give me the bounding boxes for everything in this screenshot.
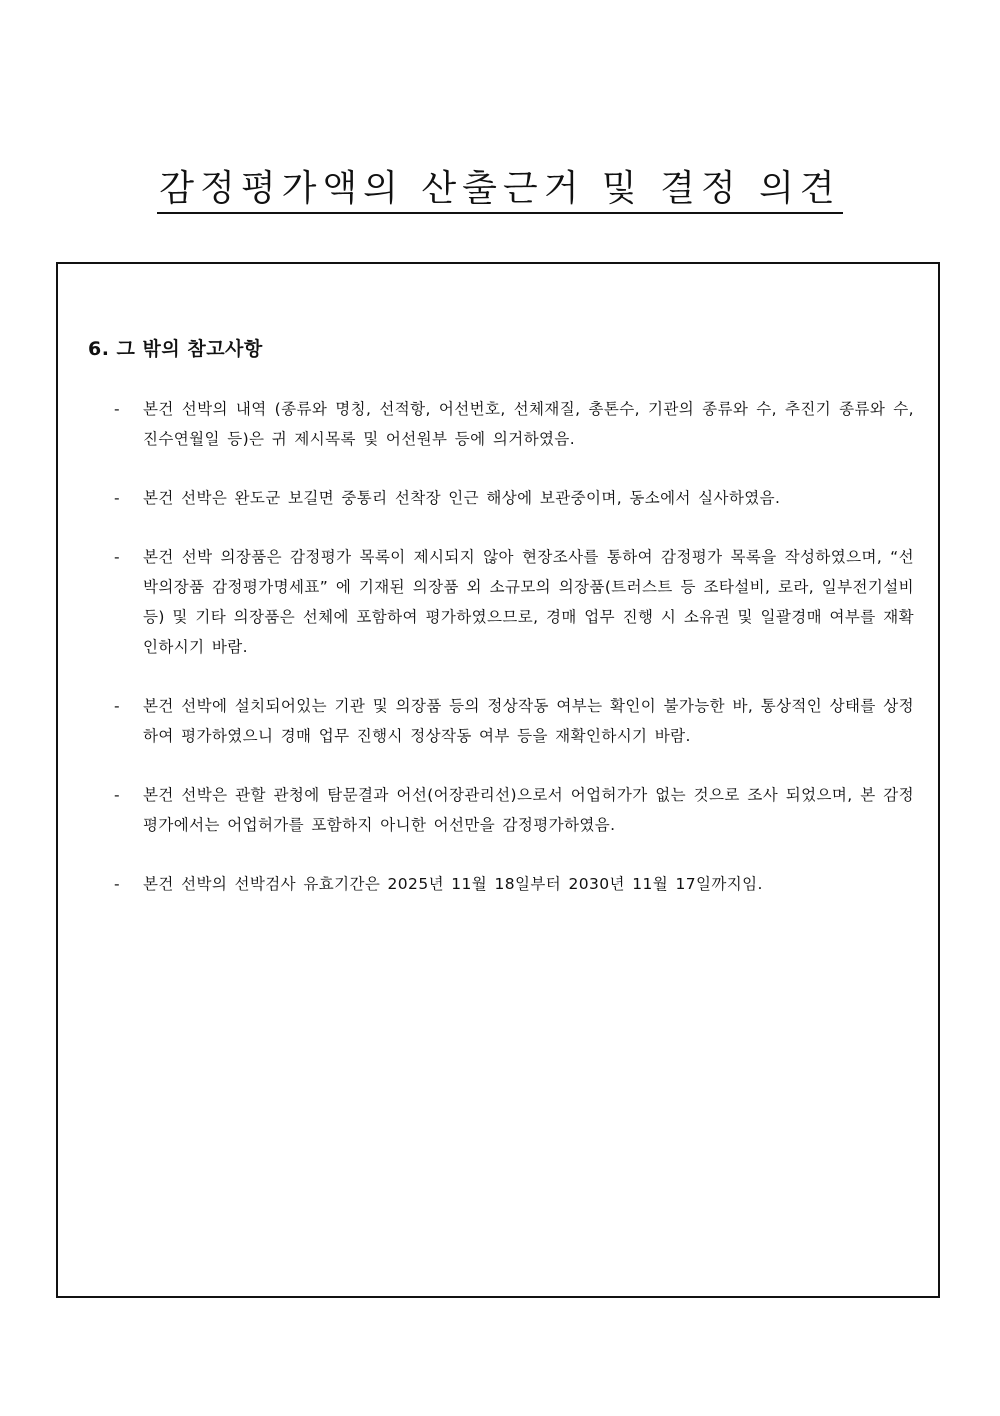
content-frame	[56, 262, 940, 1298]
note-item-2	[114, 483, 914, 513]
bullet-dash: -	[114, 786, 120, 804]
note-text-4: 본건 선박에 설치되어있는 기관 및 의장품 등의 정상작동 여부는 확인이 불가능한 바, 통상적인 상태를 상정하여 평가하였으니 경매 업무 진행시 정상작동 여부 등을 재확인하시기 바람.	[143, 697, 914, 745]
note-text-3: 본건 선박 의장품은 감정평가 목록이 제시되지 않아 현장조사를 통하여 감정평가 목록을 작성하였으며, “선박의장품 감정평가명세표” 에 기재된 의장품 외 소규모의 의장품(트러스트 등 조타설비, 로라, 일부전기설비 등) 및 기타 의장품은 선체에 포함하여 평가하였으므로, 경매 업무 진행 시 소유권 및 일괄경매 여부를 재확인하시기 바람.	[143, 548, 914, 656]
section-heading: 6. 그 밖의 참고사항	[88, 338, 263, 360]
note-item-5	[114, 780, 914, 840]
note-text-5: 본건 선박은 관할 관청에 탐문결과 어선(어장관리선)으로서 어업허가가 없는 것으로 조사 되었으며, 본 감정평가에서는 어업허가를 포함하지 아니한 어선만을 감정평가하였음.	[143, 786, 914, 834]
bullet-dash: -	[114, 875, 120, 893]
document-title-text: 감정평가액의 산출근거 및 결정 의견	[157, 168, 842, 214]
notes-list	[114, 394, 914, 928]
bullet-dash: -	[114, 400, 120, 418]
bullet-dash: -	[114, 697, 120, 715]
note-item-4	[114, 691, 914, 751]
note-item-3	[114, 542, 914, 662]
note-text-2: 본건 선박은 완도군 보길면 중통리 선착장 인근 해상에 보관중이며, 동소에서 실사하였음.	[143, 489, 781, 507]
note-item-1	[114, 394, 914, 454]
bullet-dash: -	[114, 548, 120, 566]
note-text-1: 본건 선박의 내역 (종류와 명칭, 선적항, 어선번호, 선체재질, 총톤수, 기관의 종류와 수, 추진기 종류와 수, 진수연월일 등)은 귀 제시목록 및 어선원부 등에 의거하였음.	[143, 400, 914, 448]
note-item-6	[114, 869, 914, 899]
bullet-dash: -	[114, 489, 120, 507]
note-text-6: 본건 선박의 선박검사 유효기간은 2025년 11월 18일부터 2030년 11월 17일까지임.	[143, 875, 763, 893]
document-title	[0, 168, 1000, 214]
